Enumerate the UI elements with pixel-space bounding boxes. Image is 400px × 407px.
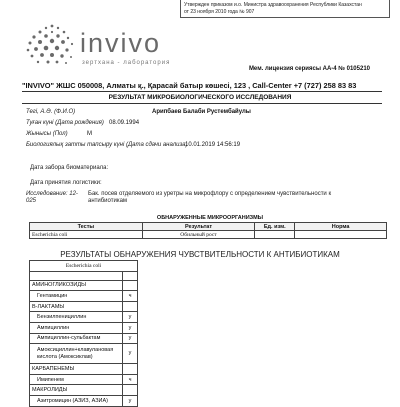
sex-label: Жынысы (Пол) [26,131,68,137]
organism-norm [295,231,387,239]
antibiotic-name: Ампициллин-сульбактам [30,333,123,344]
antibiotic-row [30,395,138,406]
sensitivity-value: ч [123,374,138,385]
approval-line-1: Утвержден приказом и.о. Министра здравоохранения Республики Казахстан [184,2,362,8]
submitted-label: Биологиялық затты тапсыру күні (Дата сдачи анализа) [26,142,188,148]
antibiotic-row [30,322,138,333]
antibiotic-group-row [30,301,138,312]
antibiotic-name: Азитромицин (АЗИЗ, АЗИА) [30,395,123,406]
divider [22,103,382,104]
logo-dots-icon [22,22,77,67]
antibiotic-row [30,333,138,344]
study-description: Бак. посев отделяемого из уретры на микрофлору с определением чувствительности к антибиотикам [88,191,332,205]
antibiotic-group-row [30,364,138,375]
table-row [30,231,387,239]
sensitivity-value: у [123,312,138,323]
sensitivity-value: у [123,395,138,406]
antibiotic-group-row [30,385,138,396]
antibiotics-title: РЕЗУЛЬТАТЫ ОБНАРУЖЕНИЯ ЧУВСТВИТЕЛЬНОСТИ К АНТИБИОТИКАМ [60,250,340,259]
abx-blank-cell [30,271,123,280]
logistics-date-label: Дата принятия логистики: [30,180,102,186]
license-number: Мем. лицензия сериясы АА-4 № 0105210 [248,66,370,72]
divider [22,91,382,92]
sensitivity-value [123,364,138,375]
sensitivity-value [123,280,138,291]
collection-date-label: Дата забора биоматериала: [30,165,109,171]
antibiotic-name: Гентамицин [30,291,123,302]
antibiotic-row [30,344,138,364]
antibiotic-row [30,312,138,323]
table-row [30,261,138,272]
col-units: Ед. изм. [255,223,295,231]
antibiotic-name: Имипенем [30,374,123,385]
antibiotic-name: Ампициллин [30,322,123,333]
sensitivity-value: у [123,322,138,333]
logo-tagline: зертхана - лаборатория [82,60,171,66]
study-code: Исследование: 12-025 [26,191,78,204]
organism-name: Escherichia coli [30,231,143,239]
antibiotic-name: Амоксициллин+клавулановая кислота (Амоксиклав) [30,344,123,364]
antibiotic-name: Бензилпенициллин [30,312,123,323]
organisms-heading: ОБНАРУЖЕННЫЕ МИКРООРГАНИЗМЫ [156,215,264,221]
name-label: Тегі, А.Ә. (Ф.И.О) [26,109,76,115]
antibiotic-group-name: МАКРОЛИДЫ [30,385,123,396]
lab-address: "INVIVO" ЖШС 050008, Алматы қ., Қарасай батыр көшесі, 123 , Call-Center +7 (727) 258 83 83 [22,81,357,90]
antibiotic-group-name: КАРБАПЕНЕМЫ [30,364,123,375]
patient-name: Арипбаев Балаби Рустембайулы [152,109,251,115]
submitted-value: 10.01.2019 14:56:19 [185,142,241,148]
sex-value: М [87,131,92,137]
antibiotic-row [30,291,138,302]
report-title: РЕЗУЛЬТАТ МИКРОБИОЛОГИЧЕСКОГО ИССЛЕДОВАНИЯ [108,94,292,101]
dob-value: 08.09.1994 [109,120,140,126]
antibiotic-group-row [30,280,138,291]
organism-result: Обильный рост [142,231,255,239]
invivo-logo [22,22,192,67]
sensitivity-value: ч [123,291,138,302]
organism-units [255,231,295,239]
antibiotics-table [29,260,138,407]
sensitivity-value [123,301,138,312]
approval-box [180,0,390,18]
sensitivity-value: у [123,333,138,344]
col-norm: Норма [295,223,387,231]
organisms-table [29,222,387,239]
dob-label: Туған күні (Дата рождения) [26,120,104,126]
abx-organism: Escherichia coli [30,261,138,272]
approval-line-2: от 23 ноября 2010 года № 907 [184,8,255,15]
sensitivity-value [123,385,138,396]
antibiotic-group-name: В-ЛАКТАМЫ [30,301,123,312]
abx-blank-cell [123,271,138,280]
logo-wordmark: invivo [80,28,162,58]
col-result: Результат [142,223,255,231]
col-tests: Тесты [30,223,143,231]
antibiotic-row [30,374,138,385]
antibiotic-group-name: АМИНОГЛИКОЗИДЫ [30,280,123,291]
sensitivity-value: у [123,344,138,364]
table-row [30,271,138,280]
